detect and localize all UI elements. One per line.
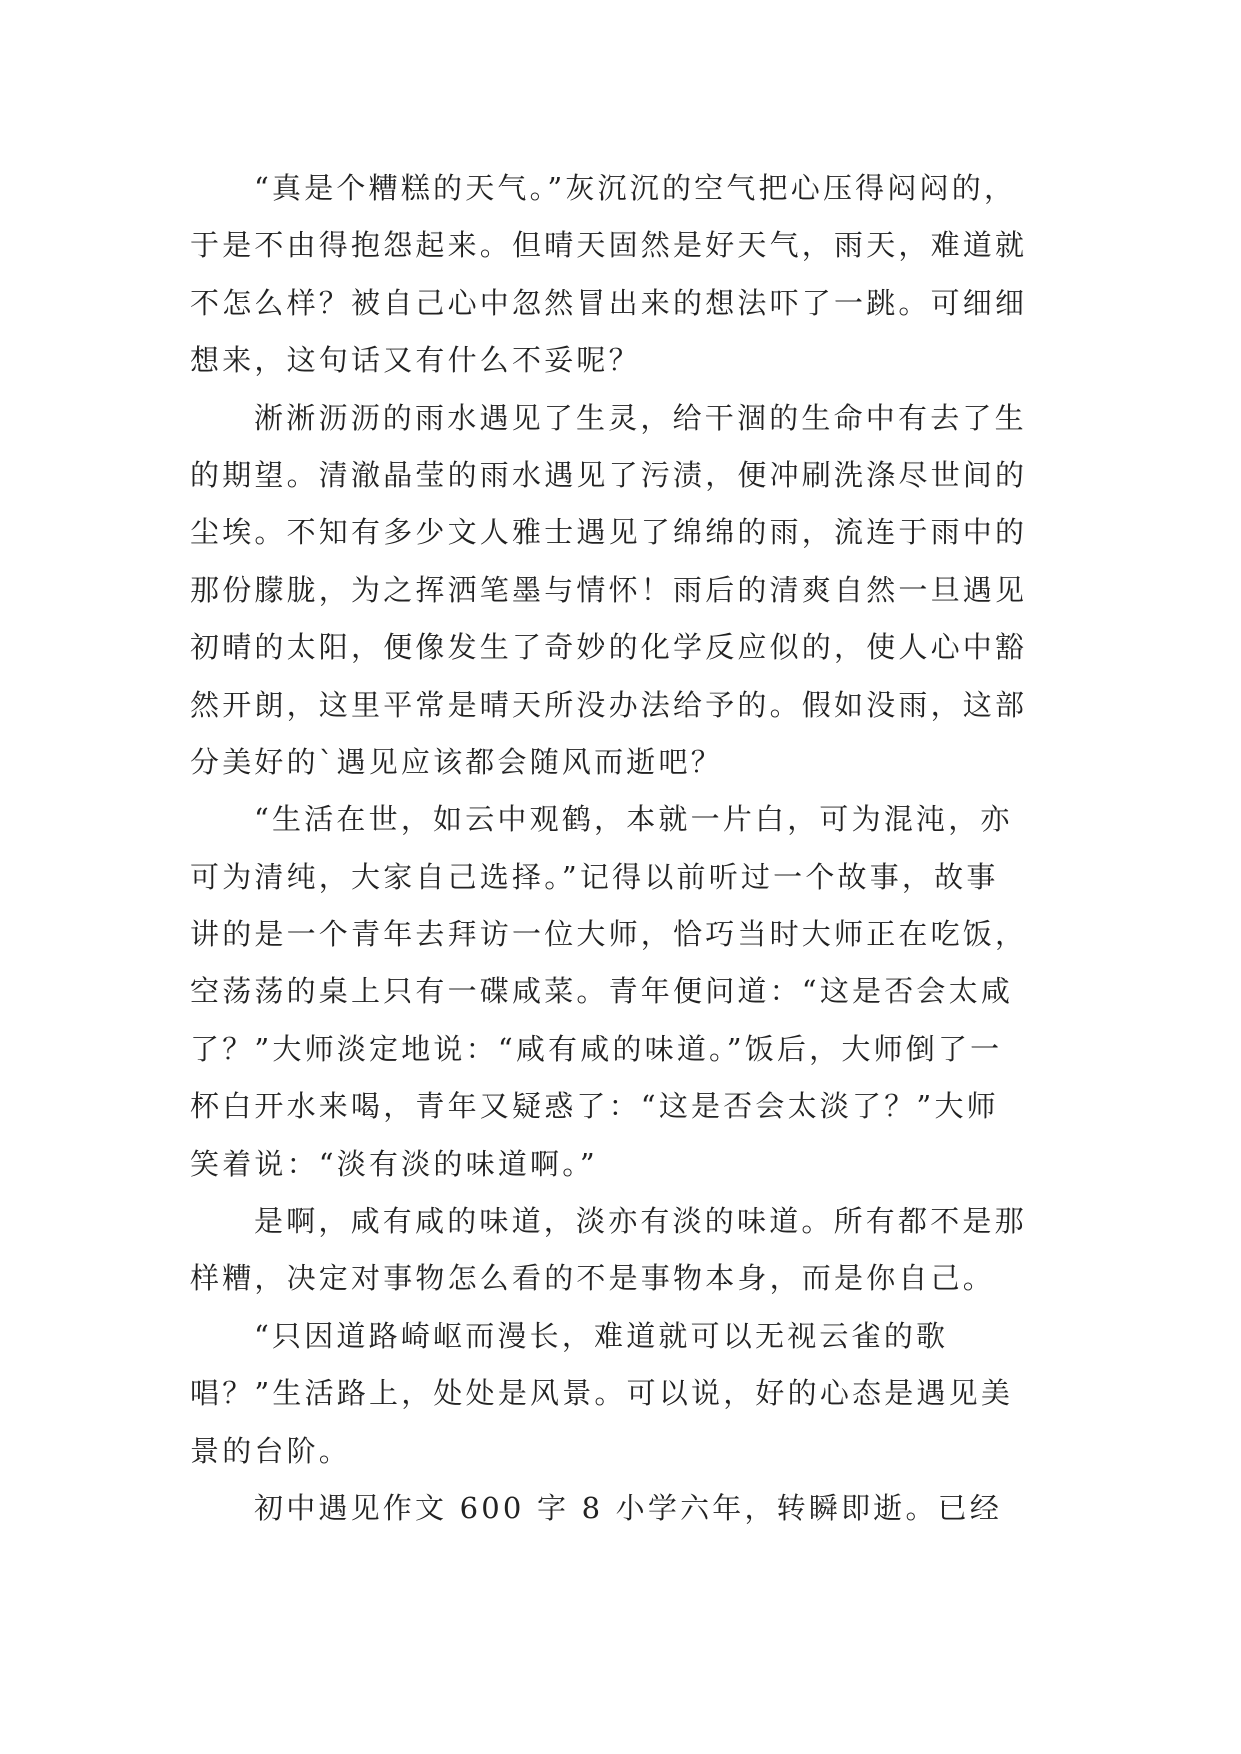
paragraph-2-line-3: 尘埃。不知有多少文人雅士遇见了绵绵的雨，流连于雨中的	[190, 515, 1028, 550]
paragraph-2-line-4: 那份朦胧，为之挥洒笔墨与情怀！雨后的清爽自然一旦遇见	[190, 572, 1028, 607]
paragraph-1-line-1: “真是个糟糕的天气。”灰沉沉的空气把心压得闷闷的，	[254, 171, 1017, 205]
paragraph-1-line-3: 不怎么样？被自己心中忽然冒出来的想法吓了一跳。可细细	[190, 285, 1028, 320]
paragraph-2-line-5: 初晴的太阳，便像发生了奇妙的化学反应似的，使人心中豁	[190, 630, 1028, 665]
paragraph-3-line-6: 杯白开水来喝，青年又疑惑了：“这是否会太淡了？”大师	[190, 1089, 999, 1124]
paragraph-3-line-7: 笑着说：“淡有淡的味道啊。”	[190, 1146, 598, 1181]
paragraph-4-line-2: 样糟，决定对事物怎么看的不是事物本身，而是你自己。	[190, 1261, 996, 1296]
paragraph-2-line-6: 然开朗，这里平常是晴天所没办法给予的。假如没雨，这部	[190, 687, 1028, 722]
paragraph-1-line-4: 想来，这句话又有什么不妥呢？	[190, 343, 641, 378]
paragraph-2-line-2: 的期望。清澈晶莹的雨水遇见了污渍，便冲刷洗涤尽世间的	[190, 457, 1028, 492]
paragraph-6-line-1: 初中遇见作文 600 字 8 小学六年，转瞬即逝。已经	[254, 1490, 1003, 1525]
paragraph-2-line-7: 分美好的`遇见应该都会随风而逝吧？	[190, 744, 723, 779]
paragraph-5-line-2: 唱？”生活路上，处处是风景。可以说，好的心态是遇见美	[190, 1376, 1014, 1411]
paragraph-4-line-1: 是啊，咸有咸的味道，淡亦有淡的味道。所有都不是那	[254, 1204, 1027, 1239]
paragraph-1-line-2: 于是不由得抱怨起来。但晴天固然是好天气，雨天，难道就	[190, 228, 1028, 263]
paragraph-2-line-1: 淅淅沥沥的雨水遇见了生灵，给干涸的生命中有去了生	[254, 400, 1027, 435]
paragraph-3-line-4: 空荡荡的桌上只有一碟咸菜。青年便问道：“这是否会太咸	[190, 974, 1014, 1009]
paragraph-3-line-2: 可为清纯，大家自己选择。”记得以前听过一个故事，故事	[190, 859, 999, 894]
paragraph-3-line-5: 了？”大师淡定地说：“咸有咸的味道。”饭后，大师倒了一	[190, 1031, 1003, 1066]
paragraph-5-line-3: 景的台阶。	[190, 1433, 352, 1468]
paragraph-5-line-1: “只因道路崎岖而漫长，难道就可以无视云雀的歌	[254, 1318, 949, 1353]
paragraph-3-line-1: “生活在世，如云中观鹤，本就一片白，可为混沌，亦	[254, 802, 1013, 837]
essay-body	[190, 160, 1060, 1537]
paragraph-3-line-3: 讲的是一个青年去拜访一位大师，恰巧当时大师正在吃饭，	[190, 917, 1028, 952]
